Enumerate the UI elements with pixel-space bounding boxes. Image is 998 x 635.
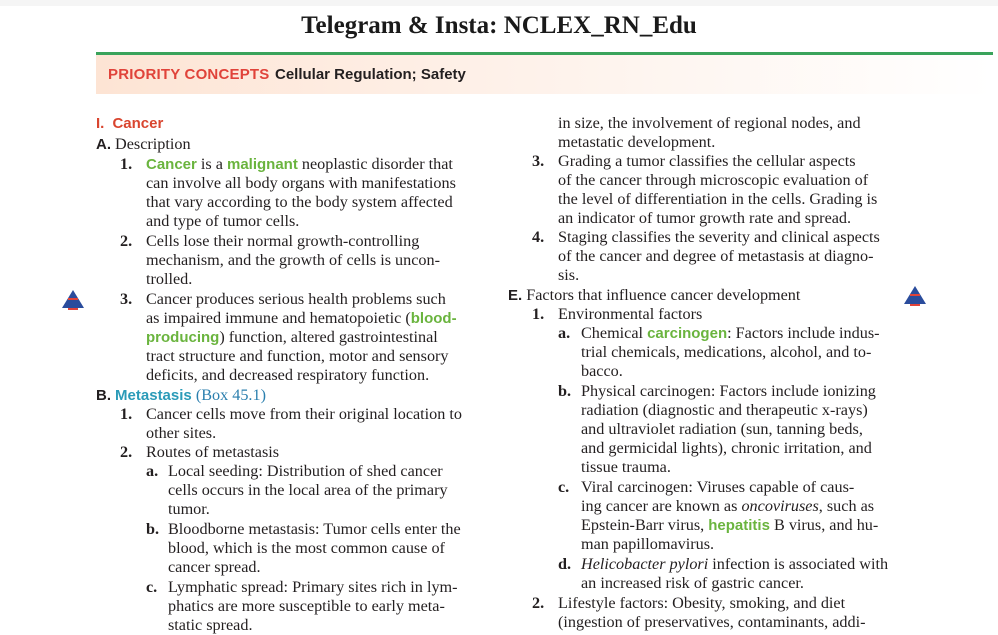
- triangle-alert-icon: [62, 290, 84, 308]
- list-letter: a.: [558, 324, 571, 342]
- list-letter: c.: [558, 478, 570, 496]
- list-number: 2.: [532, 594, 545, 612]
- paragraph-line: trolled.: [146, 270, 193, 288]
- paragraph-line: as impaired immune and hematopoietic (blood-: [146, 309, 457, 327]
- paragraph-line: ing cancer are known as oncoviruses, such as: [581, 497, 875, 515]
- paragraph-line: and ultraviolet radiation (sun, tanning beds,: [581, 420, 863, 438]
- paragraph-line: sis.: [558, 266, 580, 284]
- paragraph-line: blood, which is the most common cause of: [168, 539, 445, 557]
- paragraph-line: Grading a tumor classifies the cellular aspects: [558, 152, 856, 170]
- paragraph-line: Routes of metastasis: [146, 443, 280, 461]
- paragraph-line: can involve all body organs with manifestations: [146, 174, 456, 192]
- paragraph-line: Bloodborne metastasis: Tumor cells enter the: [168, 520, 461, 538]
- priority-concepts-value: Cellular Regulation; Safety: [275, 66, 466, 83]
- paragraph-line: Viral carcinogen: Viruses capable of caus-: [581, 478, 855, 496]
- box-reference-link[interactable]: Box 45.1: [201, 386, 261, 404]
- paragraph-line: and germicidal lights), chronic irritation, and: [581, 439, 872, 457]
- paragraph-line: an increased risk of gastric cancer.: [581, 574, 804, 592]
- list-letter: b.: [146, 520, 160, 538]
- paragraph-line: and type of tumor cells.: [146, 212, 300, 230]
- list-letter: d.: [558, 555, 572, 573]
- section-heading-cancer: I. Cancer: [96, 115, 164, 132]
- paragraph-line: static spread.: [168, 616, 253, 634]
- page-top-edge: [0, 0, 998, 6]
- subheading-metastasis: B. Metastasis (Box 45.1): [96, 386, 266, 404]
- paragraph-line: the level of differentiation in the cells. Grading is: [558, 190, 878, 208]
- subheading-factors: E. Factors that influence cancer development: [508, 286, 801, 304]
- list-number: 4.: [532, 228, 545, 246]
- list-number: 1.: [532, 305, 545, 323]
- paragraph-line: tissue trauma.: [581, 458, 671, 476]
- list-letter: b.: [558, 382, 572, 400]
- paragraph-line: man papillomavirus.: [581, 535, 715, 553]
- paragraph-line: Lifestyle factors: Obesity, smoking, and diet: [558, 594, 846, 612]
- list-number: 3.: [532, 152, 545, 170]
- list-letter: a.: [146, 462, 159, 480]
- paragraph-line: trial chemicals, medications, alcohol, and to-: [581, 343, 872, 361]
- paragraph-line: in size, the involvement of regional nodes, and: [558, 114, 861, 132]
- paragraph-line: tumor.: [168, 500, 210, 518]
- list-letter: c.: [146, 578, 158, 596]
- subheading-description: A. Description: [96, 135, 191, 153]
- paragraph-line: bacco.: [581, 362, 623, 380]
- paragraph-line: of the cancer and degree of metastasis at diagno-: [558, 247, 874, 265]
- list-number: 1.: [120, 405, 133, 423]
- paragraph-line: mechanism, and the growth of cells is uncon-: [146, 251, 440, 269]
- paragraph-line: Epstein-Barr virus, hepatitis B virus, and hu-: [581, 516, 879, 534]
- paragraph-line: Local seeding: Distribution of shed cancer: [168, 462, 443, 480]
- list-number: 1.: [120, 155, 133, 173]
- paragraph-line: Environmental factors: [558, 305, 703, 323]
- triangle-alert-icon: [904, 286, 926, 304]
- paragraph-line: other sites.: [146, 424, 217, 442]
- paragraph-line: producing) function, altered gastrointestinal: [146, 328, 438, 346]
- paragraph-line: Physical carcinogen: Factors include ionizing: [581, 382, 876, 400]
- paragraph-line: of the cancer through microscopic evaluation of: [558, 171, 869, 189]
- paragraph-line: phatics are more susceptible to early meta-: [168, 597, 445, 615]
- paragraph-line: Helicobacter pylori infection is associated with: [581, 555, 889, 573]
- watermark-title: Telegram & Insta: NCLEX_RN_Edu: [301, 12, 697, 39]
- paragraph-line: Cancer produces serious health problems such: [146, 290, 446, 308]
- list-number: 2.: [120, 232, 133, 250]
- paragraph-line: (ingestion of preservatives, contaminants, addi-: [558, 613, 866, 631]
- paragraph-line: cells occurs in the local area of the primary: [168, 481, 448, 499]
- paragraph-line: radiation (diagnostic and therapeutic x-rays): [581, 401, 868, 419]
- paragraph-line: Cancer cells move from their original location to: [146, 405, 463, 423]
- list-number: 3.: [120, 290, 133, 308]
- paragraph-line: metastatic development.: [558, 133, 716, 151]
- paragraph-line: deficits, and decreased respiratory function.: [146, 366, 430, 384]
- paragraph-line: tract structure and function, motor and sensory: [146, 347, 449, 365]
- paragraph-line: that vary according to the body system affected: [146, 193, 453, 211]
- paragraph-line: Cancer is a malignant neoplastic disorder that: [146, 155, 453, 173]
- paragraph-line: Lymphatic spread: Primary sites rich in lym-: [168, 578, 458, 596]
- paragraph-line: Chemical carcinogen: Factors include indus-: [581, 324, 880, 342]
- list-number: 2.: [120, 443, 133, 461]
- priority-concepts-label: PRIORITY CONCEPTS: [108, 66, 270, 83]
- paragraph-line: Cells lose their normal growth-controlling: [146, 232, 420, 250]
- paragraph-line: Staging classifies the severity and clinical aspects: [558, 228, 880, 246]
- paragraph-line: cancer spread.: [168, 558, 261, 576]
- paragraph-line: an indicator of tumor growth rate and spread.: [558, 209, 852, 227]
